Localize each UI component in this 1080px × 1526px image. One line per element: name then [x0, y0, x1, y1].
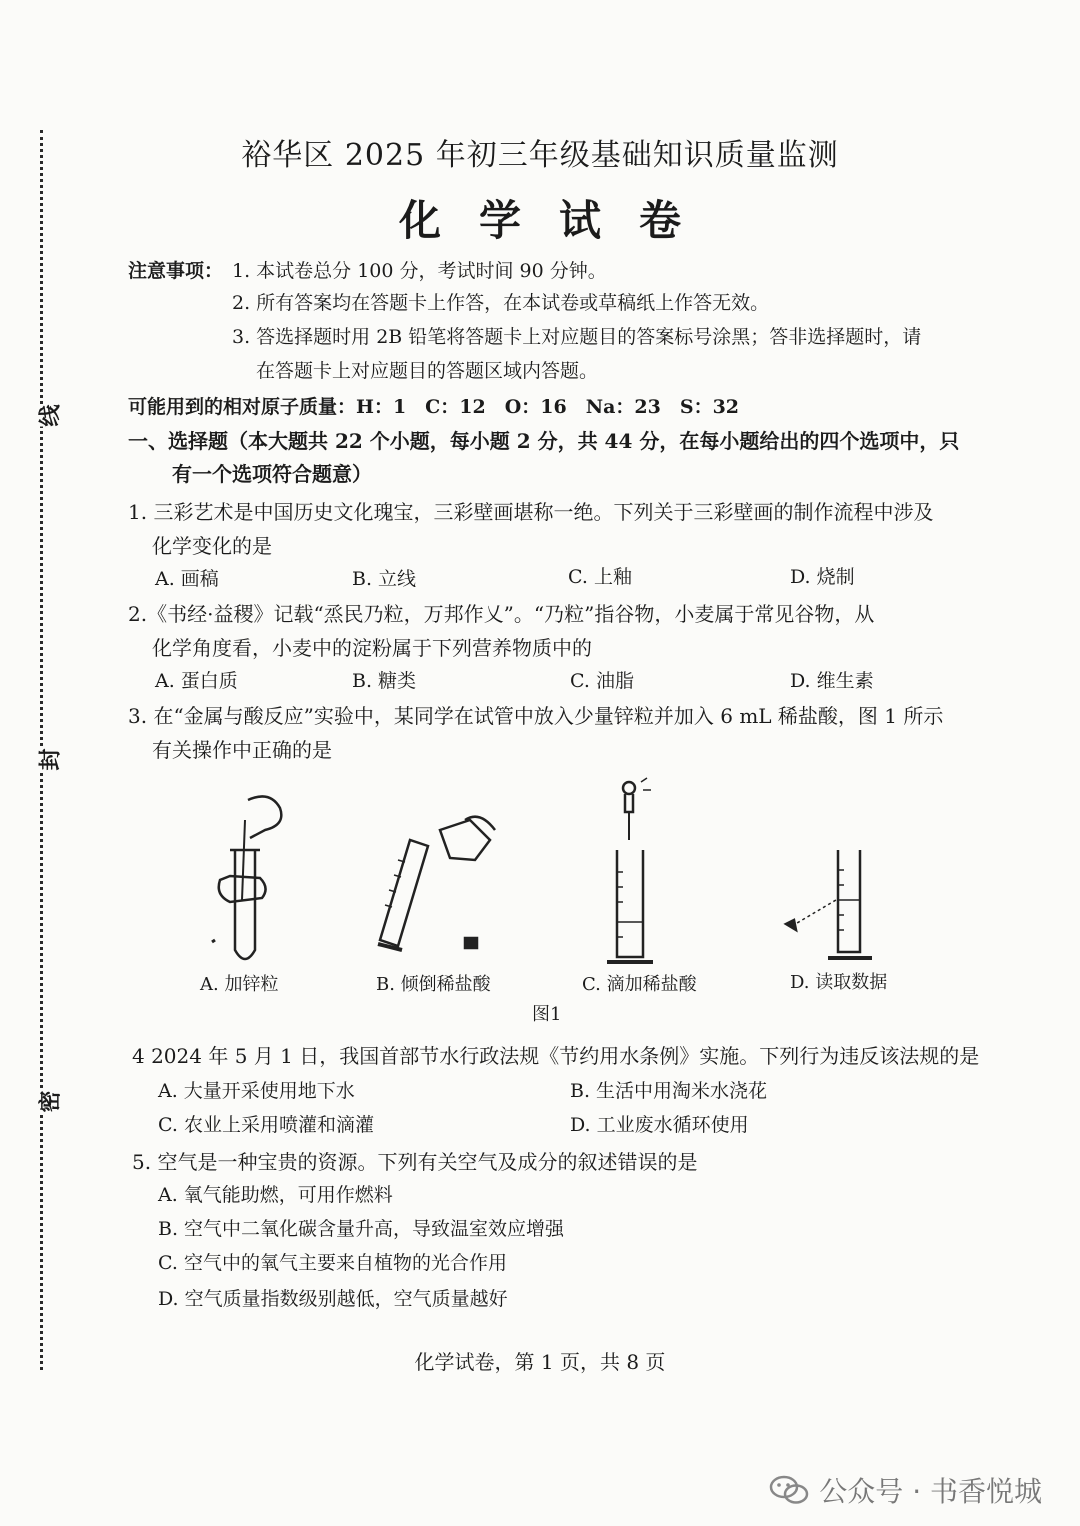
q2-option-d: D. 维生素: [790, 670, 874, 692]
binding-char-xian: 线: [32, 404, 67, 426]
wechat-icon: [769, 1475, 809, 1505]
q1-option-d: D. 烧制: [790, 566, 855, 588]
section-heading-cont: 有一个选项符合题意）: [172, 462, 372, 486]
q5-option-c: C. 空气中的氧气主要来自植物的光合作用: [158, 1252, 507, 1274]
figure-a-drawing: [190, 780, 300, 970]
section-heading: 一、选择题（本大题共 22 个小题，每小题 2 分，共 44 分，在每小题给出的四个选项中，只: [128, 429, 960, 453]
q5-option-d: D. 空气质量指数级别越低，空气质量越好: [158, 1288, 508, 1310]
watermark: [769, 1470, 1042, 1510]
figure-c-drawing: [595, 772, 675, 972]
q5-stem: 5. 空气是一种宝贵的资源。下列有关空气及成分的叙述错误的是: [132, 1150, 698, 1174]
q2-stem: 2.《书经·益稷》记载“烝民乃粒，万邦作乂”。“乃粒”指谷物，小麦属于常见谷物，从: [128, 602, 875, 626]
q1-option-c: C. 上釉: [568, 566, 632, 588]
q2-stem-cont: 化学角度看，小麦中的淀粉属于下列营养物质中的: [152, 636, 592, 660]
atomic-mass-line: 可能用到的相对原子质量：H：1 C：12 O：16 Na：23 S：32: [128, 396, 740, 418]
q2-option-c: C. 油脂: [570, 670, 634, 692]
exam-subtitle: 化学试卷: [398, 196, 719, 245]
notice-item-3-cont: 在答题卡上对应题目的答题区域内答题。: [256, 360, 599, 382]
q2-option-b: B. 糖类: [352, 670, 417, 692]
q2-option-a: A. 蛋白质: [155, 670, 238, 692]
q5-option-a: A. 氧气能助燃，可用作燃料: [158, 1184, 393, 1206]
figure-caption: 图1: [532, 1004, 562, 1025]
figure-c-label: C. 滴加稀盐酸: [582, 974, 697, 995]
binding-char-mi: 密: [32, 1090, 67, 1112]
q4-option-a: A. 大量开采使用地下水: [158, 1080, 355, 1102]
binding-char-feng: 封: [32, 748, 67, 770]
q1-option-b: B. 立线: [352, 568, 417, 590]
figure-d-label: D. 读取数据: [790, 972, 888, 993]
notice-item-1: 1. 本试卷总分 100 分，考试时间 90 分钟。: [232, 260, 607, 282]
q5-option-b: B. 空气中二氧化碳含量升高，导致温室效应增强: [158, 1218, 565, 1240]
figure-a-label: A. 加锌粒: [200, 974, 279, 995]
q4-stem: 4 2024 年 5 月 1 日，我国首部节水行政法规《节约用水条例》实施。下列行为违反该法规的是: [132, 1044, 980, 1068]
watermark-text: 公众号 · 书香悦城: [819, 1475, 1042, 1508]
q1-stem-cont: 化学变化的是: [152, 534, 272, 558]
q4-option-d: D. 工业废水循环使用: [570, 1114, 749, 1136]
figure-b-drawing: [370, 810, 510, 970]
q4-option-b: B. 生活中用淘米水浇花: [570, 1080, 768, 1102]
q4-option-c: C. 农业上采用喷灌和滴灌: [158, 1114, 374, 1136]
figure-b-label: B. 倾倒稀盐酸: [376, 974, 491, 995]
q1-option-a: A. 画稿: [155, 568, 219, 590]
notice-label: 注意事项：: [128, 260, 224, 282]
q3-stem: 3. 在“金属与酸反应”实验中，某同学在试管中放入少量锌粒并加入 6 mL 稀盐酸，图 1 所示: [128, 704, 944, 728]
notice-item-3: 3. 答选择题时用 2B 铅笔将答题卡上对应题目的答案标号涂黑；答非选择题时，请: [232, 326, 922, 348]
q1-stem: 1. 三彩艺术是中国历史文化瑰宝，三彩壁画堪称一绝。下列关于三彩壁画的制作流程中涉及: [128, 500, 934, 524]
q3-stem-cont: 有关操作中正确的是: [152, 738, 332, 762]
notice-item-2: 2. 所有答案均在答题卡上作答，在本试卷或草稿纸上作答无效。: [232, 292, 770, 314]
page-footer: 化学试卷，第 1 页，共 8 页: [414, 1350, 666, 1374]
figure-d-drawing: [780, 840, 890, 970]
exam-title: 裕华区 2025 年初三年级基础知识质量监测: [241, 138, 839, 173]
